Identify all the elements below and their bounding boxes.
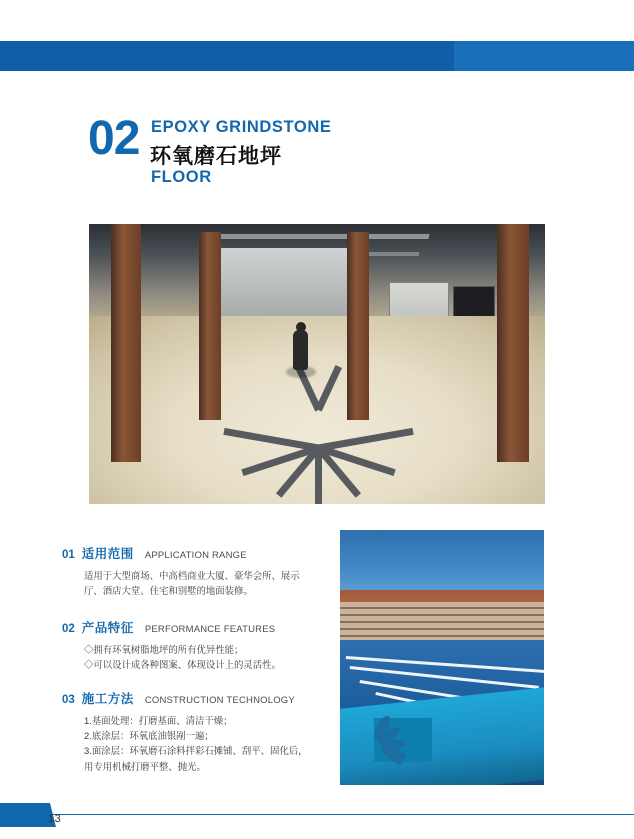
section-body (84, 568, 320, 598)
body-line: ◇可以设计成各种图案、体现设计上的灵活性。 (84, 659, 281, 671)
photo-column (497, 224, 529, 462)
section-number-label: 01 (62, 549, 75, 561)
section-title-chinese: 施工方法 (81, 692, 134, 706)
body-line: 1.基面处理：打磨基面、清洁干燥； (84, 715, 233, 726)
floor-center-medallion (255, 380, 381, 448)
page-number: 13 (48, 813, 62, 825)
leaf-motif (374, 718, 432, 762)
section-number-label: 03 (62, 694, 75, 706)
side-photo (340, 530, 544, 785)
body-line: 3.面涂层：环氧磨石涂料拌彩石摊铺、刮平、固化后， (84, 745, 308, 757)
main-photo (89, 224, 545, 504)
section-title-chinese: 产品特征 (81, 621, 134, 635)
section-application-range (62, 544, 324, 598)
section-construction-technology (62, 689, 324, 774)
photo-column (199, 232, 221, 420)
section-header (62, 618, 324, 636)
section-title-english: CONSTRUCTION TECHNOLOGY (144, 695, 295, 706)
title-english-top: EPOXY GRINDSTONE (151, 118, 332, 136)
title-chinese: 环氧磨石地坪 (150, 145, 282, 168)
person-head (296, 322, 306, 332)
top-band-highlight (454, 41, 634, 71)
section-header (62, 689, 324, 707)
title-english-bottom: FLOOR (151, 168, 212, 186)
section-number: 02 (88, 112, 140, 165)
ceiling-light-strip (208, 234, 429, 239)
body-line: 用专用机械打磨平整、抛光。 (84, 760, 206, 772)
body-line: 适用于大型商场、中高档商业大厦、豪华会所、展示 (84, 570, 300, 581)
section-body (84, 642, 320, 672)
footer-rule (0, 814, 634, 816)
section-number-label: 02 (62, 623, 75, 635)
page-title-block (88, 112, 508, 190)
section-title-english: APPLICATION RANGE (144, 550, 247, 561)
body-line: ◇拥有环氧树脂地坪的所有优异性能； (84, 644, 244, 655)
body-line: 厅、酒店大堂、住宅和别墅的地面装修。 (84, 585, 253, 597)
body-line: 2.底涂层：环氧底油银剐一遍； (84, 730, 214, 742)
section-performance-features (62, 618, 324, 672)
person-figure (293, 330, 308, 370)
section-title-english: PERFORMANCE FEATURES (144, 624, 276, 635)
section-header (62, 544, 324, 562)
photo-column (111, 224, 141, 462)
section-body (84, 713, 320, 774)
section-title-chinese: 适用范围 (81, 547, 134, 561)
